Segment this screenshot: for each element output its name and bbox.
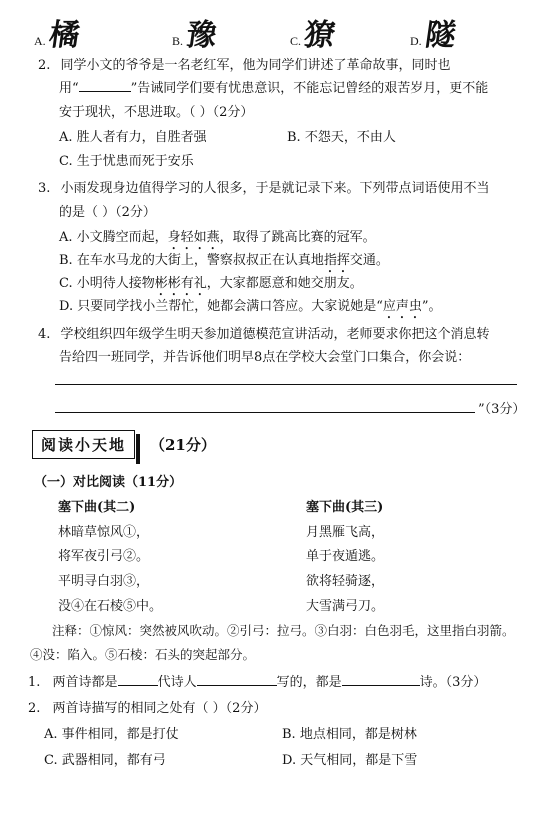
section-score: （21分） (150, 436, 216, 454)
poem2-line: 欲将轻骑逐， (306, 574, 385, 589)
question-text: 诗。（3分） (419, 675, 487, 690)
reading-q2-option-b: B. 地点相同，都是树林 (282, 727, 417, 742)
q3-option-d (59, 295, 442, 322)
option-letter: D. (410, 34, 422, 48)
dotted-word: 身轻如燕 (167, 230, 220, 245)
q2-line3: 安于现状，不思进取。（ ）（2分） (59, 105, 254, 120)
answer-blank[interactable] (118, 685, 158, 686)
calligraphy-char: 豫 (184, 18, 218, 53)
answer-blank[interactable] (79, 91, 131, 92)
option-text: 交通。 (349, 253, 389, 268)
question-text: 同学小文的爷爷是一名老红军，他为同学们讲述了革命故事，同时也 (60, 58, 451, 73)
dotted-word: 彬彬有礼 (154, 276, 207, 291)
section-title: 阅读小天地 (41, 436, 127, 454)
poem2-line: 大雪满弓刀。 (306, 599, 385, 614)
option-text: A. 小文腾空而起， (59, 230, 168, 245)
q1-option-c (290, 10, 336, 54)
question-number: 2. (28, 701, 41, 716)
option-text: D. 只要同学找小兰帮忙，她都会满口答应。大家说她是“ (59, 299, 383, 314)
option-text: ”。 (421, 299, 442, 314)
poem1-line: 林暗草惊风①， (58, 525, 150, 540)
dotted-word: 指挥 (323, 253, 350, 268)
q2-option-a: A. 胜人者有力，自胜者强 (59, 130, 207, 145)
poem1-line: 将军夜引弓②。 (58, 549, 150, 564)
q1-option-b (172, 10, 218, 54)
question-number: 4. (38, 327, 51, 342)
q2-option-b: B. 不怨天，不由人 (287, 130, 396, 145)
option-text: B. 在车水马龙的大街上，警察叔叔正在认真地 (59, 253, 324, 268)
question-number: 1. (28, 675, 41, 690)
reading-q1 (28, 671, 486, 690)
reading-q2-option-a: A. 事件相同，都是打仗 (44, 727, 179, 742)
part1-title: （一）对比阅读（11分） (34, 475, 183, 490)
q2-option-c: C. 生于忧患而死于安乐 (59, 154, 194, 169)
q2-line1 (38, 54, 451, 73)
poem1-title: 塞下曲(其二) (58, 500, 136, 515)
question-text: 写的，都是 (276, 675, 342, 690)
question-number: 2. (38, 58, 51, 73)
q4-end: ”（3分） (478, 402, 526, 417)
question-text: ”告诫同学们要有忧患意识，不能忘记曾经的艰苦岁月，更不能 (130, 81, 489, 96)
q4-line2: 告给四一班同学，并告诉他们明早8点在学校大会堂门口集合，你会说： (59, 350, 471, 365)
reading-q2-option-c: C. 武器相同，都有弓 (44, 753, 166, 768)
question-text: 两首诗描写的相同之处有（ ）（2分） (52, 701, 267, 716)
poem1-line: 平明寻白羽③， (58, 574, 150, 589)
option-text: ，大家都愿意和她交朋友。 (206, 276, 363, 291)
q1-option-a (34, 10, 78, 54)
question-text: 两首诗都是 (52, 675, 118, 690)
calligraphy-char: 獠 (302, 18, 336, 53)
poem1-line: 没④在石棱⑤中。 (58, 599, 163, 614)
calligraphy-char: 橘 (46, 18, 80, 53)
answer-blank[interactable] (342, 685, 420, 686)
option-text: C. 小明待人接物 (59, 276, 155, 291)
option-letter: B. (172, 34, 184, 48)
dotted-word: 应声虫 (382, 299, 422, 314)
q1-option-d (410, 10, 454, 54)
question-text: 小雨发现身边值得学习的人很多，于是就记录下来。下列带点词语使用不当 (60, 181, 490, 196)
answer-line-1[interactable] (55, 384, 517, 385)
question-number: 3. (38, 181, 51, 196)
poem2-title: 塞下曲(其三) (306, 500, 384, 515)
answer-blank[interactable] (197, 685, 277, 686)
notes-line2: ④没：陷入。⑤石棱：石头的突起部分。 (30, 647, 256, 662)
q3-line2: 的是（ ）（2分） (59, 205, 156, 220)
calligraphy-char: 隧 (422, 18, 456, 53)
question-text: 用“ (59, 81, 79, 96)
q4-line1 (38, 323, 490, 342)
reading-q2 (28, 697, 266, 716)
notes-line1: 注释：①惊风：突然被风吹动。②引弓：拉弓。③白羽：白色羽毛，这里指白羽箭。 (52, 623, 515, 638)
question-text: 代诗人 (157, 675, 197, 690)
option-text: ，取得了跳高比赛的冠军。 (219, 230, 376, 245)
question-text: 学校组织四年级学生明天参加道德模范宣讲活动，老师要求你把这个消息转 (60, 327, 490, 342)
option-letter: C. (290, 34, 302, 48)
answer-line-2[interactable] (55, 412, 475, 413)
q3-line1 (38, 177, 490, 196)
section-title-box (32, 430, 135, 459)
poem2-line: 单于夜遁逃。 (306, 549, 385, 564)
poem2-line: 月黑雁飞高， (306, 525, 385, 540)
reading-q2-option-d: D. 天气相同，都是下雪 (282, 753, 418, 768)
q2-line2 (59, 77, 488, 96)
option-letter: A. (34, 34, 46, 48)
